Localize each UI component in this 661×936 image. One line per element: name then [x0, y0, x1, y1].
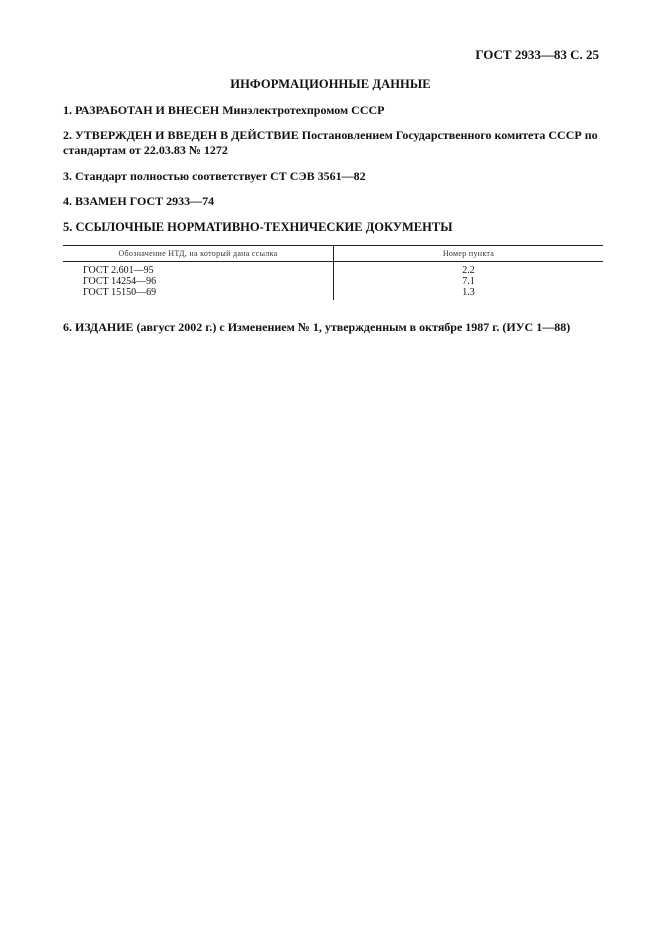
info-item-6 [63, 320, 608, 335]
item-number: 3. [63, 169, 72, 183]
document-cell: ГОСТ 14254—96 [63, 276, 334, 287]
item-text: Стандарт полностью соответствует СТ СЭВ 3561—82 [75, 169, 366, 183]
info-item-3 [63, 169, 608, 184]
item-number: 5. [63, 220, 73, 234]
item-text: ВЗАМЕН ГОСТ 2933—74 [75, 194, 215, 208]
document-cell: ГОСТ 15150—69 [63, 287, 334, 300]
info-item-5 [63, 220, 608, 235]
table-header-row [63, 246, 603, 262]
info-item-2 [63, 128, 608, 158]
item-text: ССЫЛОЧНЫЕ НОРМАТИВНО-ТЕХНИЧЕСКИЕ ДОКУМЕНТЫ [75, 220, 453, 234]
table-row [63, 276, 603, 287]
section-title: ИНФОРМАЦИОННЫЕ ДАННЫЕ [230, 77, 431, 91]
table-row [63, 262, 603, 277]
info-item-1 [63, 103, 608, 118]
clause-cell: 1.3 [462, 287, 475, 298]
item-number: 2. [63, 128, 72, 142]
column-header-document: Обозначение НТД, на который дана ссылка [63, 246, 334, 262]
page-header-ref: ГОСТ 2933—83 С. 25 [475, 47, 599, 62]
item-text: УТВЕРЖДЕН И ВВЕДЕН В ДЕЙСТВИЕ Постановлением Государственного комитета СССР по стандартам от 22.03.83 № 1272 [63, 128, 598, 157]
item-text: РАЗРАБОТАН И ВНЕСЕН Минэлектротехпромом СССР [75, 103, 385, 117]
clause-cell: 7.1 [462, 276, 475, 287]
item-number: 6. [63, 320, 72, 334]
info-item-4 [63, 194, 608, 209]
item-number: 1. [63, 103, 72, 117]
reference-documents-table [63, 245, 603, 300]
clause-cell: 2.2 [462, 265, 475, 276]
document-cell: ГОСТ 2.601—95 [63, 262, 334, 277]
item-text: ИЗДАНИЕ (август 2002 г.) с Изменением № 1, утвержденным в октябре 1987 г. (ИУС 1—88) [75, 320, 571, 334]
column-header-clause: Номер пункта [334, 246, 604, 262]
item-number: 4. [63, 194, 72, 208]
table-row [63, 287, 603, 300]
